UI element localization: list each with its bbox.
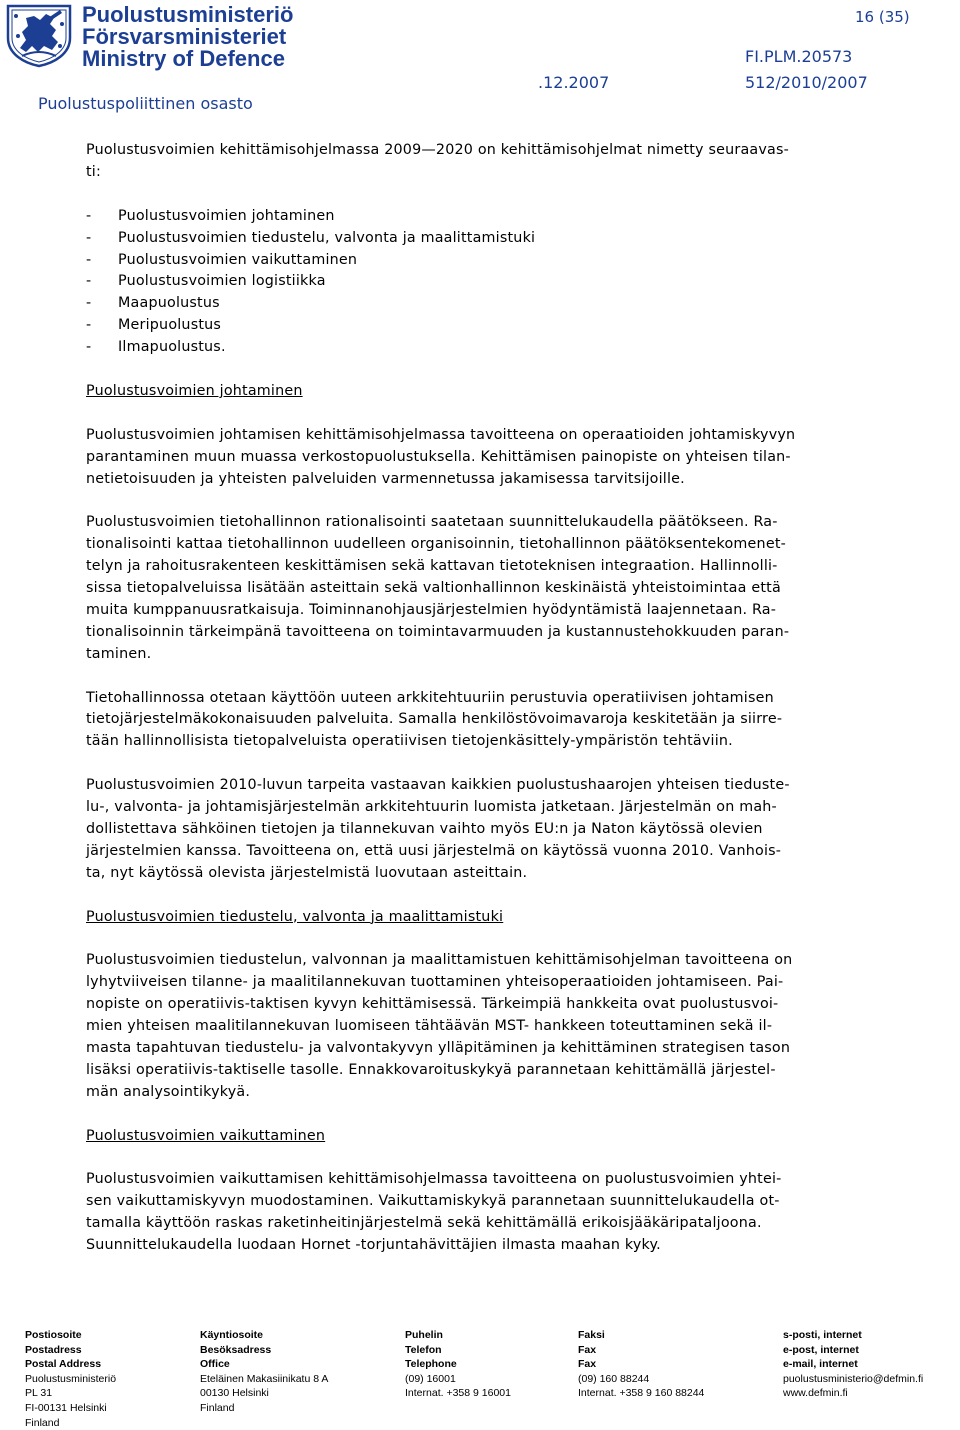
section-heading: Puolustusvoimien vaikuttaminen <box>86 1127 326 1144</box>
section-heading: Puolustusvoimien tiedustelu, valvonta ja maalittamistuki <box>86 908 504 925</box>
footer-value: Puolustusministeriö <box>25 1372 117 1385</box>
list-item <box>86 315 956 337</box>
spacer <box>86 1148 956 1170</box>
list-item-text: Puolustusvoimien johtaminen <box>118 207 335 224</box>
crest-logo <box>2 2 76 68</box>
spacer <box>86 666 956 688</box>
paragraph-line: Tietohallinnossa otetaan käyttöön uuteen arkkitehtuuriin perustuvia operatiivisen johtamisen <box>86 689 774 706</box>
list-item-text: Puolustusvoimien tiedustelu, valvonta ja maalittamistuki <box>118 229 536 246</box>
paragraph-line: sissa tietopalveluissa lisätään asteittain sekä valtionhallinnon keskinäistä yhteistoimintaa että <box>86 580 781 597</box>
footer-label: Postal Address <box>25 1358 102 1371</box>
paragraph-line: taminen. <box>86 645 152 662</box>
paragraph-line: Puolustusvoimien johtamisen kehittämisohjelmassa tavoitteena on operaatioiden johtamiskyvyn <box>86 426 796 443</box>
paragraph-line: tään hallinnollisista tietopalveluista operatiivisen tietojenkäsittely-ympäristön tehtäviin. <box>86 733 733 750</box>
footer-label: s-posti, internet <box>783 1329 862 1341</box>
list-item <box>86 293 956 315</box>
footer-value: Internat. +358 9 16001 <box>405 1387 511 1400</box>
footer-value: Internat. +358 9 160 88244 <box>578 1387 705 1400</box>
ministry-name-swedish: Försvarsministeriet <box>82 24 287 49</box>
paragraph-line: tietojärjestelmäkokonaisuuden palveluita. Samalla henkilöstövoimavaroja keskitetään ja siirre- <box>86 711 783 728</box>
list-item-text: Puolustusvoimien logistiikka <box>118 273 326 290</box>
list-dash: - <box>86 295 92 312</box>
intro-line: ti: <box>86 163 101 180</box>
intro-line: Puolustusvoimien kehittämisohjelmassa 2009—2020 on kehittämisohjelmat nimetty seuraavas- <box>86 142 789 158</box>
paragraph-line: dollistettava sähköinen tietojen ja tilannekuvan vaihto myös EU:n ja Naton käytössä olevien <box>86 821 763 837</box>
paragraph-line: Puolustusvoimien tietohallinnon rationalisointi saatetaan suunnittelukaudella päätökseen. Ra- <box>86 514 778 531</box>
list-item-text: Puolustusvoimien vaikuttaminen <box>118 251 358 268</box>
list-dash: - <box>86 317 92 334</box>
footer-label: Telephone <box>405 1358 457 1371</box>
list-item-text: Ilmapuolustus. <box>118 339 226 356</box>
footer-label: Käyntiosoite <box>200 1329 264 1341</box>
footer-value: www.defmin.fi <box>783 1387 848 1400</box>
sections <box>86 381 956 1257</box>
department-name: Puolustuspoliittinen osasto <box>38 94 253 113</box>
paragraph-line: sen vaikuttamiskyvyn muodostaminen. Vaikuttamiskykyä parannetaan suunnittelukaudella ot- <box>86 1193 780 1210</box>
paragraph-line: tamalla käyttöön raskas raketinheitinjärjestelmä sekä kehittämällä erikoisjääkäripataljoona. <box>86 1215 762 1232</box>
paragraph-line: lisäksi operatiivis-taktiselle tasolle. Ennakkovaroituskykyä parannetaan kehittämällä järjestel- <box>86 1061 776 1078</box>
ministry-name-english: Ministry of Defence <box>82 46 285 71</box>
paragraph-line: Puolustusvoimien vaikuttamisen kehittämisohjelmassa tavoitteena on puolustusvoimien yhtei- <box>86 1171 782 1188</box>
page-number: 16 (35) <box>855 8 910 26</box>
paragraph-line: netietoisuuden ja yhteisten palveluiden varmennetussa jakamisessa tarvitsijoille. <box>86 470 685 487</box>
program-list <box>86 206 956 359</box>
paragraph-line: telyn ja rahoitusrakenteen keskittämisen sekä kattavan tietoteknisen integraation. Hallinnolli- <box>86 558 778 575</box>
footer-value: (09) 16001 <box>405 1372 456 1385</box>
footer-value: FI-00131 Helsinki <box>25 1401 107 1414</box>
list-item <box>86 250 956 272</box>
paragraph-line: järjestelmien kanssa. Tavoitteena on, että uusi järjestelmä on käytössä vuonna 2010. Vanhois- <box>86 842 782 859</box>
paragraph-line: nopiste on operatiivis-taktisen kyvyn kehittämisessä. Tärkeimpiä hankkeita ovat puolustusvoi- <box>86 996 779 1013</box>
paragraph-line: masta tapahtuvan tiedustelu- ja valvontakyvyn ylläpitäminen ja kehittäminen strategisen tason <box>86 1040 791 1057</box>
list-dash: - <box>86 339 92 356</box>
footer-label: Besöksadress <box>200 1343 272 1356</box>
spacer <box>86 753 956 775</box>
footer-value: Finland <box>25 1416 60 1429</box>
paragraph-line: Puolustusvoimien tiedustelun, valvonnan ja maalittamistuen kehittämisohjelman tavoitteena on <box>86 952 793 969</box>
list-item <box>86 337 956 359</box>
footer-label: e-mail, internet <box>783 1358 858 1371</box>
footer <box>25 1328 960 1428</box>
spacer <box>86 490 956 512</box>
list-item <box>86 271 956 293</box>
list-dash: - <box>86 273 92 290</box>
section-heading: Puolustusvoimien johtaminen <box>86 382 303 399</box>
paragraph-line: Suunnittelukaudella luodaan Hornet -torjuntahävittäjien ilmasta maahan kyky. <box>86 1237 661 1254</box>
paragraph-line: mien yhteisen maalitilannekuvan luomiseen tähtäävän MST- hankkeen toteuttaminen sekä il- <box>86 1018 773 1035</box>
footer-label: Office <box>200 1358 230 1371</box>
footer-label: Postiosoite <box>25 1329 82 1341</box>
list-item <box>86 228 956 250</box>
footer-label: Telefon <box>405 1343 442 1356</box>
footer-label: Postadress <box>25 1343 82 1356</box>
paragraph-line: tionalisoinnin tärkeimpänä tavoitteena on toimintavarmuuden ja kustannustehokkuuden paran- <box>86 623 790 640</box>
paragraph-line: tionalisointi kattaa tietohallinnon uudelleen organisoinnin, tietohallinnon päätöksentekomenet- <box>86 536 786 553</box>
list-dash: - <box>86 251 92 268</box>
footer-label: Faksi <box>578 1329 605 1341</box>
paragraph-line: män analysointikykyä. <box>86 1083 251 1100</box>
paragraph-line: muita kumppanuusratkaisuja. Toiminnanohjausjärjestelmien hyödyntämistä laajennetaan. Ra- <box>86 601 777 618</box>
footer-column <box>405 1328 511 1401</box>
document-number: 512/2010/2007 <box>745 73 868 92</box>
footer-column <box>200 1328 328 1416</box>
footer-label: Fax <box>578 1343 597 1356</box>
spacer <box>86 1104 956 1126</box>
list-dash: - <box>86 229 92 246</box>
spacer <box>86 885 956 907</box>
footer-value: (09) 160 88244 <box>578 1372 650 1385</box>
footer-value: PL 31 <box>25 1387 53 1400</box>
footer-label: Puhelin <box>405 1329 443 1341</box>
footer-label: e-post, internet <box>783 1343 859 1356</box>
footer-column <box>578 1328 704 1401</box>
footer-value: Finland <box>200 1401 235 1414</box>
footer-column <box>783 1328 923 1401</box>
list-item <box>86 206 956 228</box>
footer-label: Fax <box>578 1358 597 1371</box>
finnish-lion-coat-of-arms-icon <box>2 2 76 68</box>
paragraph-line: parantaminen muun muassa verkostopuolustuksella. Kehittämisen painopiste on yhteisen tilan- <box>86 448 791 465</box>
ministry-name-finnish: Puolustusministeriö <box>82 2 294 27</box>
spacer <box>86 403 956 425</box>
paragraph-line: lu-, valvonta- ja johtamisjärjestelmän arkkitehtuurin luomista jatketaan. Järjestelmän on mah- <box>86 799 777 816</box>
paragraph-line: Puolustusvoimien 2010-luvun tarpeita vastaavan kaikkien puolustushaarojen yhteisen tieduste- <box>86 777 790 794</box>
document-reference: FI.PLM.20573 <box>745 47 853 66</box>
spacer <box>86 929 956 951</box>
paragraph-line: lyhytviiveisen tilanne- ja maalitilannekuvan tuottaminen yhteisoperaatioiden johtamiseen. Pai- <box>86 974 784 991</box>
footer-value: Eteläinen Makasiinikatu 8 A <box>200 1372 329 1385</box>
list-item-text: Meripuolustus <box>118 317 222 334</box>
document-date: .12.2007 <box>538 73 610 92</box>
document-body <box>86 140 956 1257</box>
list-dash: - <box>86 207 92 224</box>
footer-value: puolustusministerio@defmin.fi <box>783 1372 924 1385</box>
footer-column <box>25 1328 116 1430</box>
list-item-text: Maapuolustus <box>118 295 220 312</box>
footer-value: 00130 Helsinki <box>200 1387 269 1400</box>
paragraph-line: ta, nyt käytössä olevista järjestelmistä luovutaan asteittain. <box>86 864 528 881</box>
